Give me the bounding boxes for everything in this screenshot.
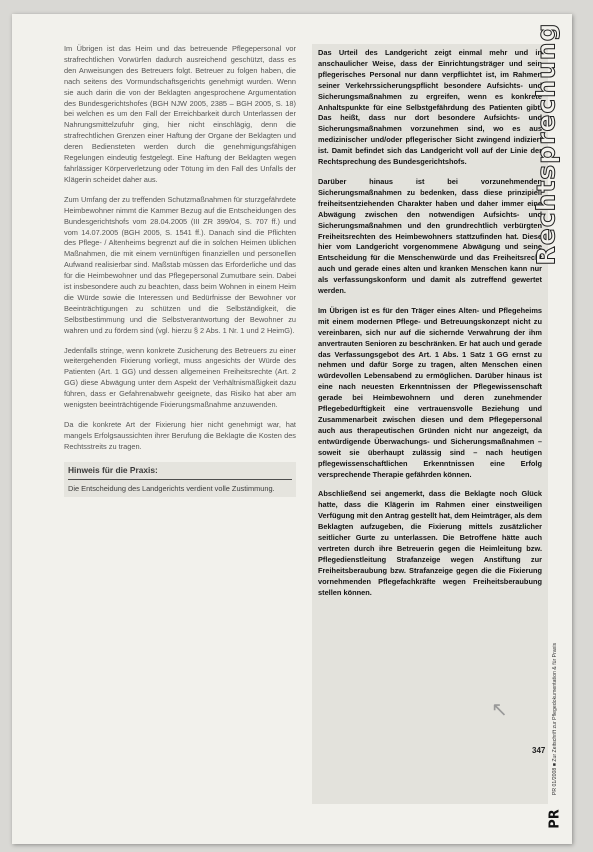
copyright-note-text: PR 01/2008 ■ Zur Zeitschrift zur Pflegedokumentation & für Praxis [552, 642, 558, 796]
right-column [312, 44, 548, 804]
right-paragraph-3: Im Übrigen ist es für den Träger eines Alten- und Pflegeheims mit einem modernen Pflege- und Betreuungskonzept nicht zu vereinbaren, sich nur auf die sichernde Verwahrung der ihm anvertrauten Senioren zu beschränken. Er hat auch und gerade das Verfassungsgebot des Art. 1 Abs. 1 Satz 1 GG ernst zu nehmen und dafür Sorge zu tragen, alten Menschen einen würdevollen Lebensabend zu ermöglichen. Darüber hinaus ist eine nach neuesten Erkenntnissen der Pflegewissenschaft gerade bei Heimbewohnern und deren zunehmender Pflegebedürftigkeit eine vertrauensvolle Beziehung und Zusammenarbeit zwischen diesen und dem Pflegepersonal auch aus therapeutischen Gründen nicht nur angezeigt, da entwürdigende Überwachungs- und Sicherungsmaßnahmen – soweit sie überhaupt zulässig sind – nach heutigen pflegewissenschaftlichen Erkenntnissen eine Erfolg versprechende Therapie gefährden können. [318, 305, 542, 479]
journal-logo-text: PR [547, 809, 563, 829]
practice-hint-title: Hinweis für die Praxis: [68, 465, 292, 480]
document-page [12, 14, 572, 844]
left-paragraph-3: Jedenfalls stringe, wenn konkrete Zusicherung des Betreuers zu einer weitergehenden Fixierung vorliegt, muss angesichts der Würde des Patienten (Art. 1 GG) und dessen allgemeinen Freiheitsrechte (Art. 2 GG) diese Abwägung unter dem Aspekt der Verhältnismäßigkeit dazu führen, dass er Gefahrenabwehr geeignete, das Risiko hat aber am wenigsten beeinträchtigende Fixierungsmaßnahme anzuwenden. [64, 345, 296, 410]
cursor-arrow-icon: ↖ [491, 699, 508, 721]
right-paragraph-4: Abschließend sei angemerkt, dass die Beklagte noch Glück hatte, dass die Klägerin im Rahmen einer einstweiligen Verfügung mit den Antrag gestellt hat, dem Heimträger, als dem Beklagten aufzugeben, die Fixierung mittels zusätzlicher seitlicher Gurte zu unterlassen. Die Betroffene hätte auch vertreten durch ihre Betreuerin gegen die Heimleitung bzw. Pflegedienstleitung Strafanzeige wegen Anstiftung zur Freiheitsberaubung bzw. Strafanzeige gegen die die Fixierung vornehmenden Pflegefachkräfte wegen Freiheitsberaubung stellen können. [318, 489, 542, 597]
right-paragraph-2: Darüber hinaus ist bei vorzunehmenden Sicherungsmaßnahmen zu bedenken, dass diese prinzipiell freiheitsentziehenden Charakter haben und daher immer eine Abwägung zwischen den notwendigen Aufsichts- und Sicherungsmaßnahmen und den grundrechtlich verbürgten Freiheitsrechten des Heimbewohners stattzufinden hat. Diese hier vom Landgericht vorgenommene Abwägung und seine Entscheidung für die Menschenwürde und das Freiheitsrecht auch und gerade eines alten und kranken Menschen kann nur als verfassungskonform und damit als zutreffend gewertet werden. [318, 176, 542, 296]
left-column [64, 44, 296, 497]
section-title-text: Rechtsprechung [531, 22, 561, 266]
section-title-vertical [524, 22, 568, 266]
journal-logo [548, 804, 562, 834]
practice-hint-box [64, 462, 296, 497]
copyright-note-vertical [548, 604, 562, 834]
practice-hint-text: Die Entscheidung des Landgerichts verdient volle Zustimmung. [68, 483, 275, 493]
left-paragraph-2: Zum Umfang der zu treffenden Schutzmaßnahmen für sturzgefährdete Heimbewohner nimmt die Kammer Bezug auf die Entscheidungen des Bundesgerichtshofs vom 28.04.2005 (III ZR 399/04, S. 707 ff.) und vom 14.07.2005 (BGH 2005, S. 1541 ff.). Danach sind die Pflichten des Pflege- / Altenheims begrenzt auf die in solchen Heimen üblichen Maßnahmen, die mit einem vernünftigen finanziellen und personellen Aufwand realisierbar sind. Maßstab müssen das Erforderliche und das für die Heimbewohner und das Pflegepersonal Zumutbare sein. Dabei ist insbesondere auch zu beachten, dass beim Wohnen in einem Heim die Würde sowie die Interessen und Bedürfnisse der Bewohner vor Beeinträchtigungen zu schützen und die Selbständigkeit, die Selbstbestimmung und die Selbstverantwortung der Bewohner zu wahren und zu fördern sind (vgl. hierzu § 2 Abs. 1 Nr. 1 und 2 HeimG). [64, 194, 296, 335]
left-paragraph-4: Da die konkrete Art der Fixierung hier nicht genehmigt war, hat mangels Erfolgsaussichten ihrer Berufung die Beklagte die Kosten des Rechtsstreits zu tragen. [64, 420, 296, 451]
left-paragraph-1: Im Übrigen ist das Heim und das betreuende Pflegepersonal vor strafrechtlichen Vorwürfen dadurch ausreichend geschützt, dass es den Anweisungen des Betreuers folgt. Betreuer zu folgen haben, die nach seitens des Vormundschaftsgerichts genehmigt wurden. Wenn sie auch darin die von der Beklagten angesprochene Argumentation des Bundesgerichtshofes (BGH NJW 2005, 2385 – BGH 2005, S. 18) bei welchen es um den Fall der Erreichbarkeit durch Unterlassen der Nahrungsmittelzufuhr ging, hier nicht einschlägig, denn die strafrechtlichen Grenzen einer Haftung der Organe der Beklagten und deren Bediensteten werden durch die genehmigungsfähigen Regelungen eindeutig festgelegt. Eine Haftung der Beklagten wegen fahrlässiger Körperverletzung oder Tötung im den Fall des Unfalls der Klägerin scheidet daher aus. [64, 44, 296, 184]
right-paragraph-1: Das Urteil des Landgericht zeigt einmal mehr und in anschaulicher Weise, dass der Einrichtungsträger und sein pflegerisches Personal nur dann verpflichtet ist, im Rahmen seiner Verkehrssicherungspflicht besondere Aufsichts- und Sicherungsmaßnahmen zu ergreifen, wenn es konkrete Anhaltspunkte für eine Selbstgefährdung des Patienten gibt. Das heißt, dass nur dort besondere Aufsichts- und Sicherungsmaßnahmen vorzunehmen sind, wo es aus medizinischer und/oder pflegerischer Sicht zwingend indiziert ist. Damit befindet sich das Landgericht voll auf der Linie der Rechtsprechung des Bundesgerichtshofs. [318, 48, 542, 167]
page-number: 347 [532, 746, 546, 755]
